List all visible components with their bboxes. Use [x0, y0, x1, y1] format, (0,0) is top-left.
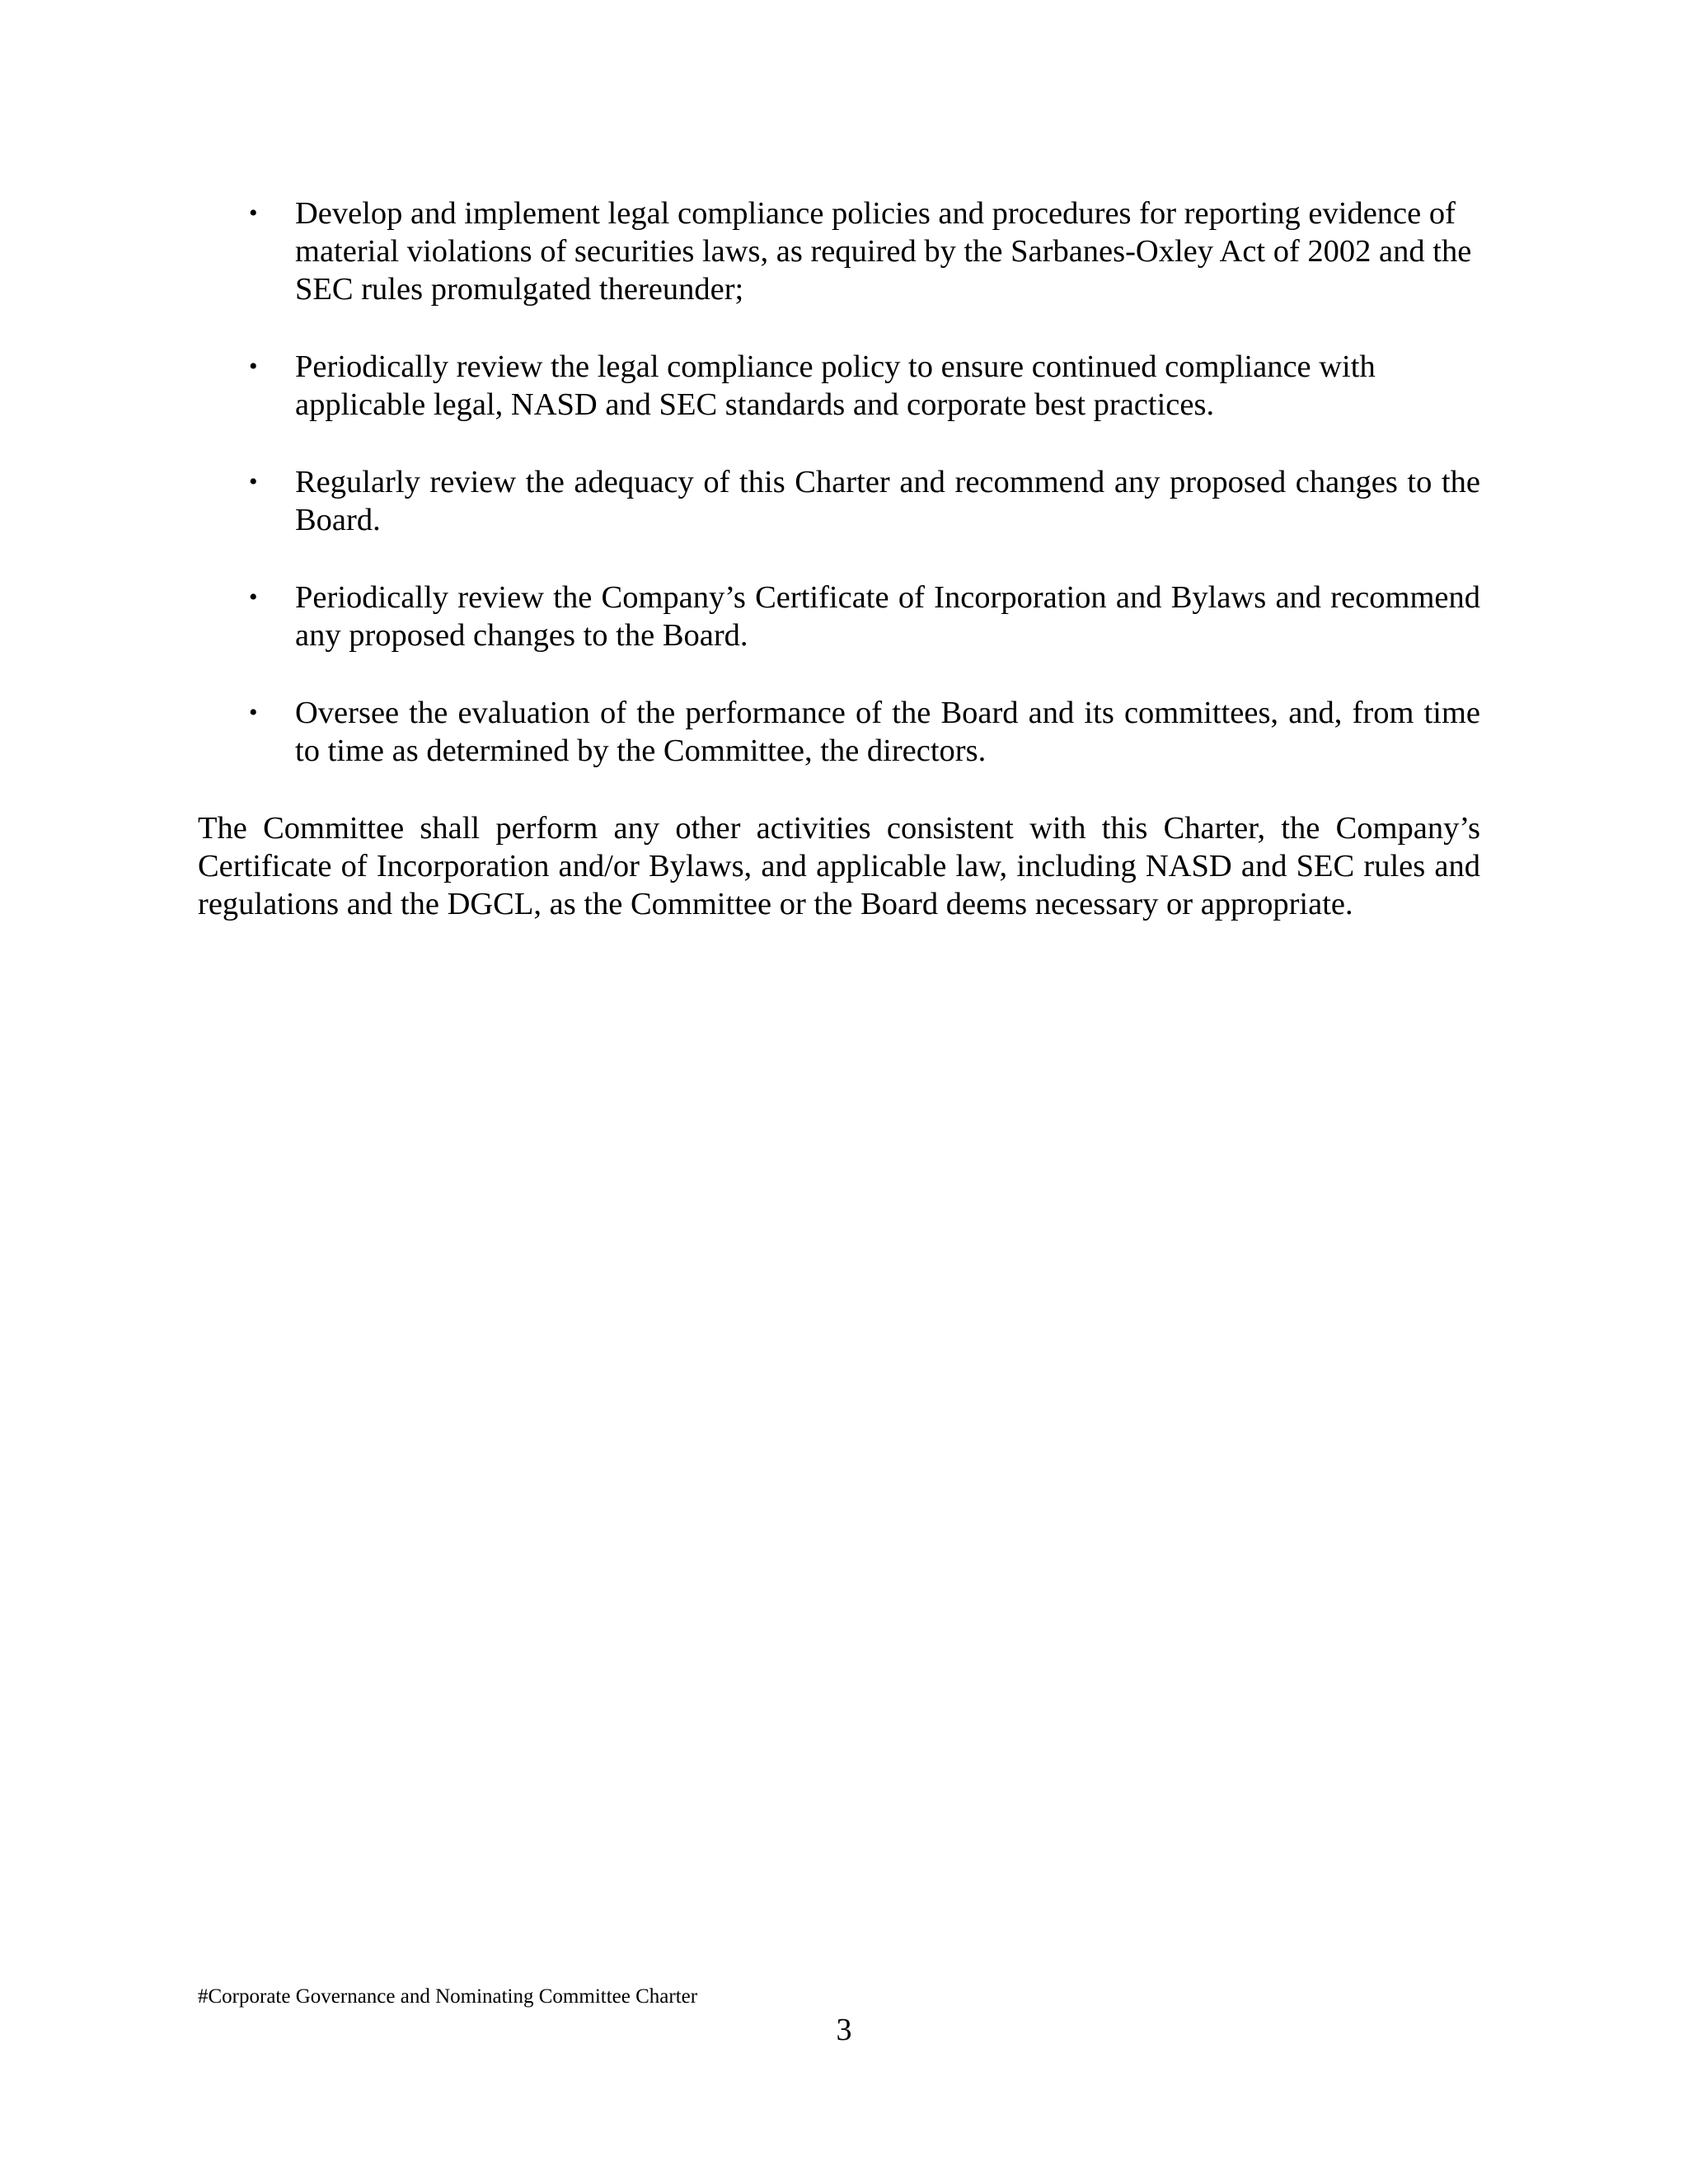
bullet-text: Periodically review the Company’s Certificate of Incorporation and Bylaws and recommend any proposed changes to the Board. — [295, 580, 1480, 653]
bullet-item — [198, 194, 1480, 308]
bullet-icon: • — [249, 699, 258, 726]
bullet-text: Regularly review the adequacy of this Charter and recommend any proposed changes to the Board. — [295, 465, 1480, 537]
bullet-icon: • — [249, 583, 258, 611]
bullet-text: Oversee the evaluation of the performance of the Board and its committees, and, from time to time as determined by the Committee, the directors. — [295, 696, 1480, 768]
page-body — [198, 194, 1480, 923]
footer-text: #Corporate Governance and Nominating Committee Charter — [198, 1985, 698, 2008]
page-number: 3 — [836, 2013, 852, 2047]
bullet-icon: • — [249, 199, 258, 227]
bullet-item — [198, 348, 1480, 424]
closing-paragraph: The Committee shall perform any other activities consistent with this Charter, the Company’s Certificate of Incorporation and/or Bylaws, and applicable law, including NASD and SEC rules and regulations and the DGCL, as the Committee or the Board deems necessary or appropriate. — [198, 811, 1480, 921]
bullet-icon: • — [249, 353, 258, 380]
bullet-text: Develop and implement legal compliance policies and procedures for reporting evidence of material violations of securities laws, as required by the Sarbanes-Oxley Act of 2002 and the SEC rules promulgated thereunder; — [295, 196, 1472, 307]
bullet-text: Periodically review the legal compliance policy to ensure continued compliance with applicable legal, NASD and SEC standards and corporate best practices. — [295, 349, 1376, 422]
bullet-icon: • — [249, 468, 258, 495]
bullet-item — [198, 579, 1480, 654]
bullet-item — [198, 694, 1480, 770]
bullet-item — [198, 463, 1480, 539]
